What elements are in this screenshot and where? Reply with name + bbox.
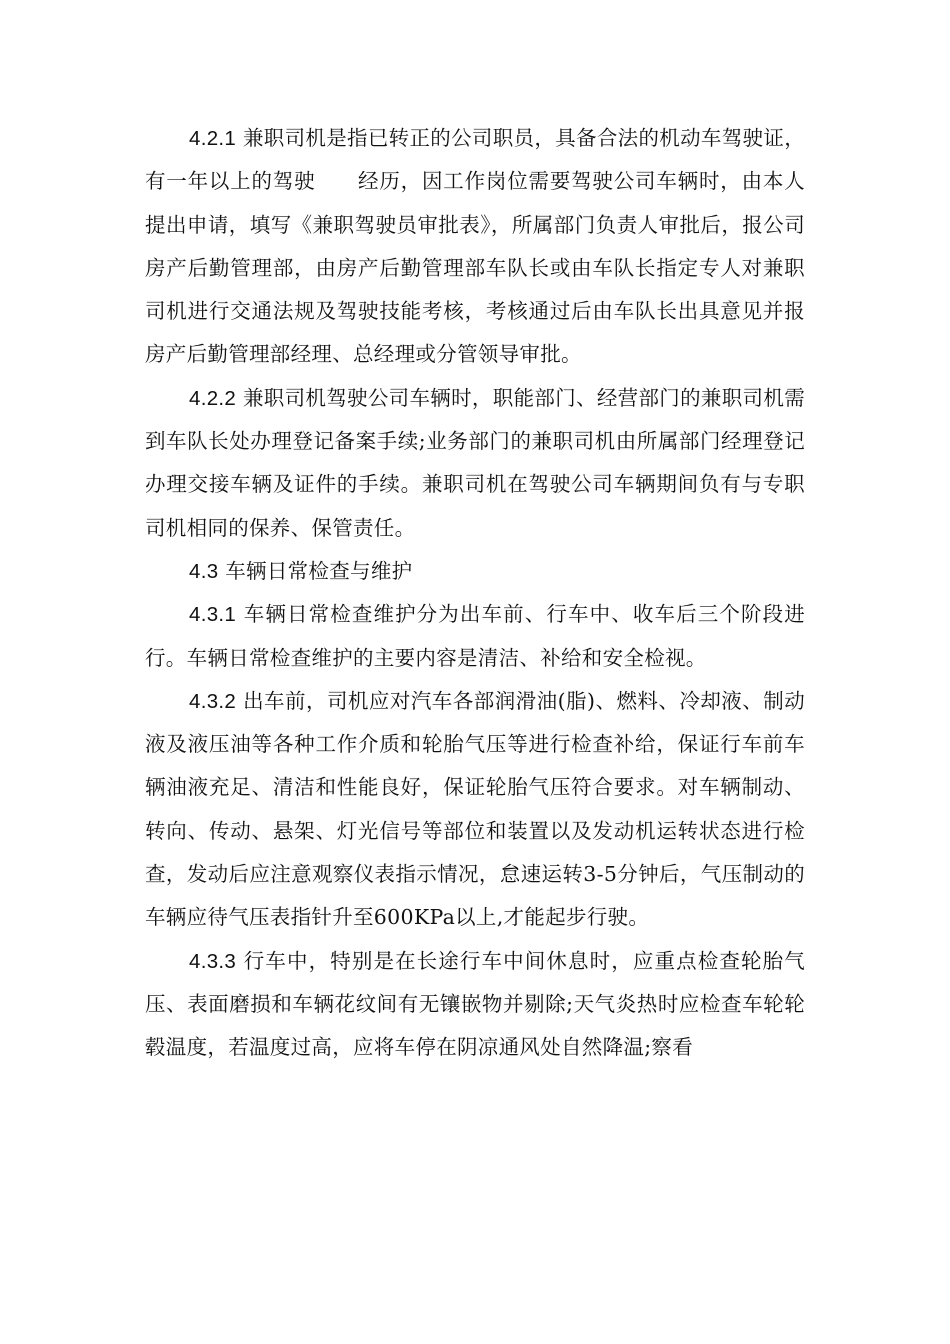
paragraph-4-3-3 bbox=[145, 940, 805, 1070]
section-number: 4.3.3 bbox=[189, 949, 237, 973]
section-number: 4.2.1 bbox=[189, 127, 237, 150]
section-number: 4.2.2 bbox=[189, 386, 237, 410]
paragraph-4-3-1 bbox=[145, 593, 805, 680]
section-number: 4.3.1 bbox=[189, 603, 237, 627]
paragraph-text: 兼职司机驾驶公司车辆时，职能部门、经营部门的兼职司机需到车队长处办理登记备案手续;业务部门的兼职司机由所属部门经理登记办理交接车辆及证件的手续。兼职司机在驾驶公司车辆期间负有与专职司机相同的保养、保管责任。 bbox=[145, 385, 805, 540]
document-body bbox=[145, 117, 805, 1070]
paragraph-text: 兼职司机是指已转正的公司职员，具备合法的机动车驾驶证，有一年以上的驾驶 经历，因工作岗位需要驾驶公司车辆时，由本人提出申请，填写《兼职驾驶员审批表》，所属部门负责人审批后，报公司房产后勤管理部，由房产后勤管理部车队长或由车队长指定专人对兼职司机进行交通法规及驾驶技能考核，考核通过后由车队长出具意见并报房产后勤管理部经理、总经理或分管领导审批。 bbox=[145, 126, 805, 367]
section-heading-text: 车辆日常检查与维护 bbox=[218, 558, 413, 583]
section-number: 4.3.2 bbox=[189, 689, 237, 713]
section-number: 4.3 bbox=[189, 559, 219, 583]
section-heading-4-3 bbox=[145, 550, 805, 593]
paragraph-4-2-1 bbox=[145, 117, 805, 377]
paragraph-text: 车辆日常检查维护分为出车前、行车中、收车后三个阶段进行。车辆日常检查维护的主要内容是清洁、补给和安全检视。 bbox=[145, 602, 805, 670]
paragraph-4-2-2 bbox=[145, 377, 805, 550]
paragraph-text: 出车前，司机应对汽车各部润滑油(脂)、燃料、冷却液、制动液及液压油等各种工作介质和轮胎气压等进行检查补给，保证行车前车辆油液充足、清洁和性能良好，保证轮胎气压符合要求。对车辆制动、转向、传动、悬架、灯光信号等部位和装置以及发动机运转状态进行检查，发动后应注意观察仪表指示情况，怠速运转3-5分钟后，气压制动的车辆应待气压表指针升至600KPa以上,才能起步行驶。 bbox=[145, 688, 805, 930]
paragraph-4-3-2 bbox=[145, 680, 805, 940]
paragraph-text: 行车中，特别是在长途行车中间休息时，应重点检查轮胎气压、表面磨损和车辆花纹间有无镶嵌物并剔除;天气炎热时应检查车轮轮毂温度，若温度过高，应将车停在阴凉通风处自然降温;察看 bbox=[145, 948, 805, 1060]
